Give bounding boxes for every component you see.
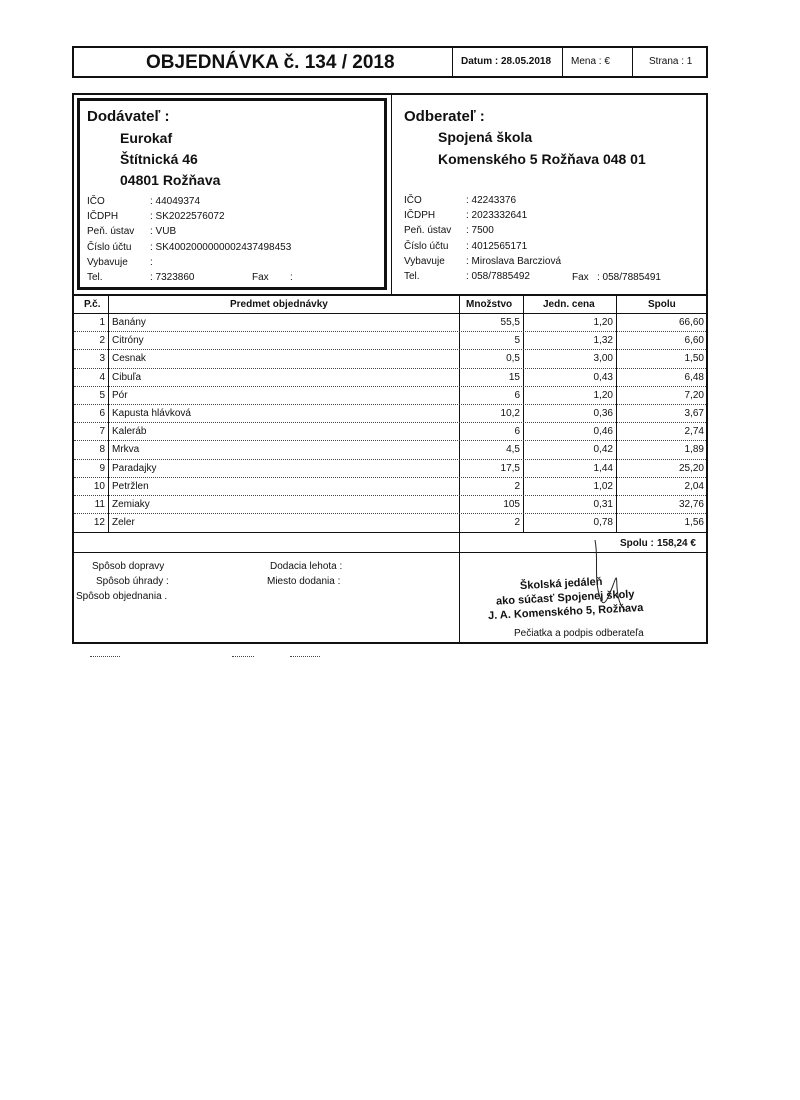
row-total: 1,56: [684, 517, 704, 529]
date-field: Datum : 28.05.2018: [461, 56, 552, 67]
row-number: 12: [93, 517, 105, 529]
row-unit-price: 0,43: [593, 371, 613, 383]
supplier-field-label: Peň. ústav: [87, 226, 135, 238]
delivery-method: Spôsob dopravy: [92, 561, 165, 572]
row-item: Kaleráb: [112, 426, 147, 438]
signature-scribble: [585, 540, 645, 620]
row-unit-price: 0,31: [593, 499, 613, 510]
customer-field-label: Vybavuje: [404, 255, 445, 267]
customer-field-label: IČO: [404, 195, 422, 206]
row-quantity: 10,2: [500, 408, 520, 419]
row-total: 1,89: [684, 444, 704, 456]
row-item: Petržlen: [112, 480, 149, 492]
supplier-field-value: : 44049374: [150, 196, 201, 207]
row-unit-price: 0,42: [593, 444, 613, 456]
document-title: OBJEDNÁVKA č. 134 / 2018: [146, 52, 395, 73]
row-number: 5: [99, 389, 105, 401]
delivery-place: Miesto dodania :: [267, 576, 341, 587]
row-item: Cibuľa: [112, 371, 142, 383]
row-total: 32,76: [678, 499, 704, 510]
col-header-total: Spolu: [648, 299, 676, 310]
row-number: 10: [93, 480, 105, 492]
supplier-field-label: Vybavuje: [87, 256, 128, 268]
signature-caption: Pečiatka a podpis odberateľa: [514, 628, 644, 639]
supplier-field-value: : SK2022576072: [150, 211, 225, 223]
row-item: Mrkva: [112, 444, 140, 456]
stamp-line-1: Školská jedáleň: [519, 575, 603, 593]
customer-field-value: : 4012565171: [466, 240, 528, 252]
supplier-fax-label: Fax: [252, 272, 269, 283]
row-unit-price: 1,32: [593, 335, 613, 347]
customer-field-value: : 7500: [466, 225, 494, 237]
row-quantity: 2: [514, 480, 520, 492]
customer-address: Komenského 5 Rožňava 048 01: [438, 151, 646, 167]
customer-field-label: Číslo účtu: [404, 240, 449, 252]
customer-field-value: : Miroslava Barcziová: [466, 255, 562, 267]
row-total: 2,04: [684, 480, 704, 492]
row-quantity: 15: [508, 371, 520, 383]
customer-name: Spojená škola: [438, 129, 533, 145]
row-total: 7,20: [684, 389, 704, 401]
row-total: 1,50: [684, 353, 704, 365]
sum-value: 158,24 €: [657, 538, 696, 549]
row-number: 6: [99, 408, 105, 419]
supplier-field-label: IČDPH: [87, 211, 119, 223]
supplier-field-value: :: [150, 256, 153, 268]
row-quantity: 105: [503, 499, 520, 510]
row-quantity: 4,5: [506, 444, 520, 456]
row-unit-price: 1,20: [593, 389, 613, 401]
customer-heading: Odberateľ :: [404, 108, 485, 125]
row-quantity: 6: [514, 426, 520, 438]
stamp-line-2: ako súčasť Spojenej školy: [495, 588, 635, 608]
row-total: 3,67: [684, 408, 704, 419]
col-header-no: P.č.: [84, 299, 101, 310]
supplier-street: Štítnická 46: [120, 151, 198, 167]
row-item: Cesnak: [112, 353, 146, 365]
row-number: 1: [99, 317, 105, 328]
row-unit-price: 0,46: [593, 426, 613, 438]
row-item: Pór: [112, 389, 128, 401]
supplier-city: 04801 Rožňava: [120, 172, 221, 188]
row-number: 9: [99, 462, 105, 474]
customer-field-value: : 42243376: [466, 195, 517, 206]
row-number: 4: [99, 371, 105, 383]
row-unit-price: 1,02: [593, 480, 613, 492]
currency-field: Mena : €: [571, 56, 610, 67]
order-method: Spôsob objednania .: [76, 591, 168, 602]
row-quantity: 55,5: [500, 317, 520, 328]
customer-field-value: : 2023332641: [466, 210, 528, 222]
row-total: 6,60: [684, 335, 704, 347]
row-item: Zemiaky: [112, 499, 150, 510]
row-number: 8: [99, 444, 105, 456]
col-header-qty: Množstvo: [466, 299, 513, 310]
row-item: Banány: [112, 317, 146, 328]
supplier-field-value: : 7323860: [150, 272, 195, 283]
row-item: Kapusta hlávková: [112, 408, 191, 419]
row-total: 2,74: [684, 426, 704, 438]
row-quantity: 2: [514, 517, 520, 529]
row-quantity: 0,5: [506, 353, 520, 365]
row-quantity: 6: [514, 389, 520, 401]
supplier-field-label: Číslo účtu: [87, 241, 132, 253]
customer-field-label: Peň. ústav: [404, 225, 452, 237]
customer-fax-label: Fax: [572, 272, 589, 283]
row-item: Paradajky: [112, 462, 157, 474]
supplier-heading: Dodávateľ :: [87, 108, 170, 125]
row-unit-price: 1,44: [593, 462, 613, 474]
row-total: 6,48: [684, 371, 704, 383]
page-field: Strana : 1: [649, 56, 693, 67]
supplier-fax-value: :: [290, 272, 293, 283]
row-unit-price: 1,20: [593, 317, 613, 328]
col-header-item: Predmet objednávky: [230, 299, 328, 310]
row-total: 66,60: [678, 317, 704, 328]
customer-fax-value: : 058/7885491: [597, 272, 661, 283]
row-unit-price: 0,78: [593, 517, 613, 529]
customer-field-label: Tel.: [404, 271, 420, 282]
row-number: 2: [99, 335, 105, 347]
customer-field-value: : 058/7885492: [466, 271, 530, 282]
row-number: 3: [99, 353, 105, 365]
row-unit-price: 3,00: [593, 353, 613, 365]
sum-label: Spolu :: [620, 538, 654, 549]
row-quantity: 5: [514, 335, 520, 347]
row-total: 25,20: [678, 462, 704, 474]
row-quantity: 17,5: [500, 462, 520, 474]
stamp-line-3: J. A. Komenského 5, Rožňava: [487, 601, 644, 623]
customer-field-label: IČDPH: [404, 210, 436, 222]
delivery-deadline: Dodacia lehota :: [270, 561, 343, 572]
row-item: Citróny: [112, 335, 144, 347]
row-number: 7: [99, 426, 105, 438]
row-number: 11: [94, 499, 105, 510]
col-sep-2: [459, 295, 460, 644]
col-header-price: Jedn. cena: [543, 299, 595, 310]
supplier-field-value: : SK4002000000002437498453: [150, 241, 292, 253]
supplier-name: Eurokaf: [120, 130, 173, 146]
payment-method: Spôsob úhrady :: [96, 576, 169, 587]
supplier-field-label: Tel.: [87, 272, 103, 283]
row-item: Zeler: [112, 517, 135, 529]
supplier-field-value: : VUB: [150, 226, 177, 238]
supplier-field-label: IČO: [87, 196, 105, 207]
row-unit-price: 0,36: [593, 408, 613, 419]
